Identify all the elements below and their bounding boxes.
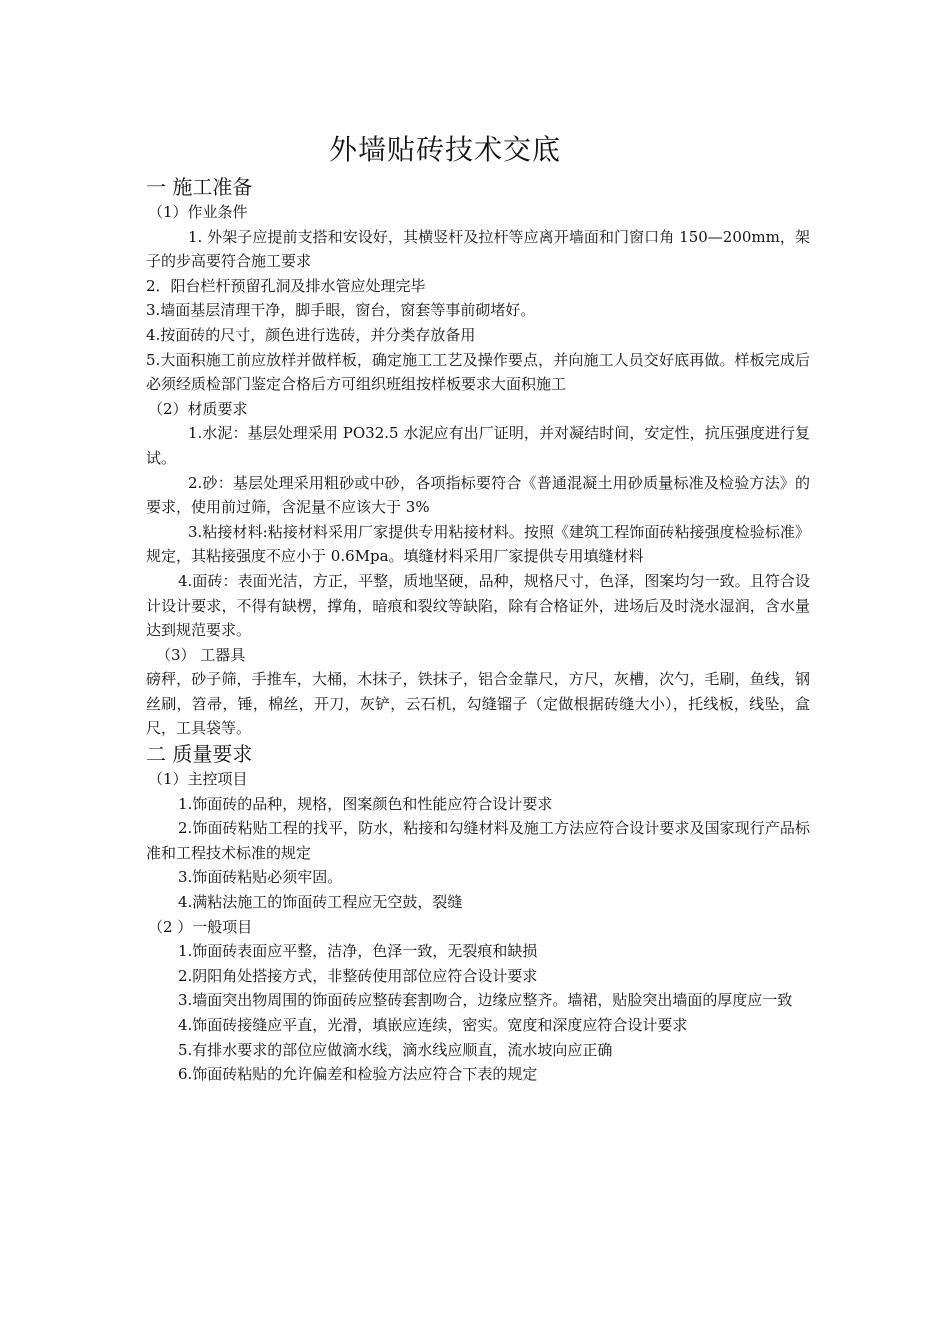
paragraph-condition-2: 2．阳台栏杆预留孔洞及排水管应处理完毕 xyxy=(146,276,426,295)
paragraph-general-item-5: 5.有排水要求的部位应做滴水线，滴水线应顺直，流水坡向应正确 xyxy=(178,1040,613,1059)
section-heading-quality: 二 质量要求 xyxy=(146,742,253,767)
paragraph-condition-5: 5.大面积施工前应放样并做样板，确定施工工艺及操作要点，并向施工人员交好底再做。样板完成后必须经质检部门鉴定合格后方可组织班组按样板要求大面积施工 xyxy=(146,350,810,394)
paragraph-main-item-3: 3.饰面砖粘贴必须牢固。 xyxy=(178,868,343,887)
paragraph-general-item-2: 2.阴阳角处搭接方式，非整砖使用部位应符合设计要求 xyxy=(178,966,538,985)
paragraph-main-item-4: 4.满粘法施工的饰面砖工程应无空鼓，裂缝 xyxy=(178,893,463,912)
paragraph-main-item-1: 1.饰面砖的品种，规格，图案颜色和性能应符合设计要求 xyxy=(178,794,553,813)
document-body xyxy=(146,174,810,1087)
paragraph-condition-3: 3.墙面基层清理干净，脚手眼，窗台，窗套等事前砌堵好。 xyxy=(146,301,536,320)
paragraph-general-item-3: 3.墙面突出物周围的饰面砖应整砖套割吻合，边缘应整齐。墙裙，贴脸突出墙面的厚度应一致 xyxy=(178,991,793,1010)
subheading-material-requirements: （2）材质要求 xyxy=(148,399,248,418)
subheading-general-items: （2 ）一般项目 xyxy=(148,917,253,936)
section-heading-preparation: 一 施工准备 xyxy=(146,175,253,199)
paragraph-general-item-4: 4.饰面砖接缝应平直，光滑，填嵌应连续，密实。宽度和深度应符合设计要求 xyxy=(178,1016,688,1034)
paragraph-tools-list: 磅秤，砂子筛，手推车，大桶，木抹子，铁抹子，铝合金靠尺，方尺，灰槽，次勺，毛刷，鱼线，钢丝刷，笤帚，锤，棉丝，开刀，灰铲，云石机，勾缝镏子（定做根据砖缝大小），托线板，线坠，盒尺，工具袋等。 xyxy=(146,670,810,738)
paragraph-condition-1: 1. 外架子应提前支搭和安设好，其横竖杆及拉杆等应离开墙面和门窗口角 150—200mm，架子的步高要符合施工要求 xyxy=(146,227,810,271)
subheading-main-control-items: （1）主控项目 xyxy=(148,770,248,789)
subheading-work-conditions: （1）作业条件 xyxy=(148,203,248,221)
paragraph-general-item-1: 1.饰面砖表面应平整，洁净，色泽一致，无裂痕和缺损 xyxy=(178,942,538,961)
paragraph-general-item-6: 6.饰面砖粘贴的允许偏差和检验方法应符合下表的规定 xyxy=(178,1065,538,1084)
document-title: 外墙贴砖技术交底 xyxy=(328,133,561,166)
paragraph-main-item-2: 2.饰面砖粘贴工程的找平，防水，粘接和勾缝材料及施工方法应符合设计要求及国家现行产品标准和工程技术标准的规定 xyxy=(146,819,810,862)
paragraph-material-cement: 1.水泥：基层处理采用 PO32.5 水泥应有出厂证明，并对凝结时间，安定性，抗压强度进行复试。 xyxy=(146,424,810,467)
paragraph-material-adhesive: 3.粘接材料:粘接材料采用厂家提供专用粘接材料。按照《建筑工程饰面砖粘接强度检验标准》规定，其粘接强度不应小于 0.6Mpa。填缝材料采用厂家提供专用填缝材料 xyxy=(146,522,810,566)
paragraph-material-sand: 2.砂：基层处理采用粗砂或中砂，各项指标要符合《普通混凝土用砂质量标准及检验方法》的要求，使用前过筛，含泥量不应该大于 3% xyxy=(146,473,810,517)
subheading-tools: （3） 工器具 xyxy=(156,645,246,664)
paragraph-condition-4: 4.按面砖的尺寸，颜色进行选砖，并分类存放备用 xyxy=(146,325,476,344)
paragraph-material-tiles: 4.面砖：表面光洁，方正，平整，质地坚硬，品种，规格尺寸，色泽，图案均匀一致。且符合设计设计要求，不得有缺楞，撑角，暗痕和裂纹等缺陷，除有合格证外，进场后及时浇水湿润，含水量达到规范要求。 xyxy=(146,571,810,640)
